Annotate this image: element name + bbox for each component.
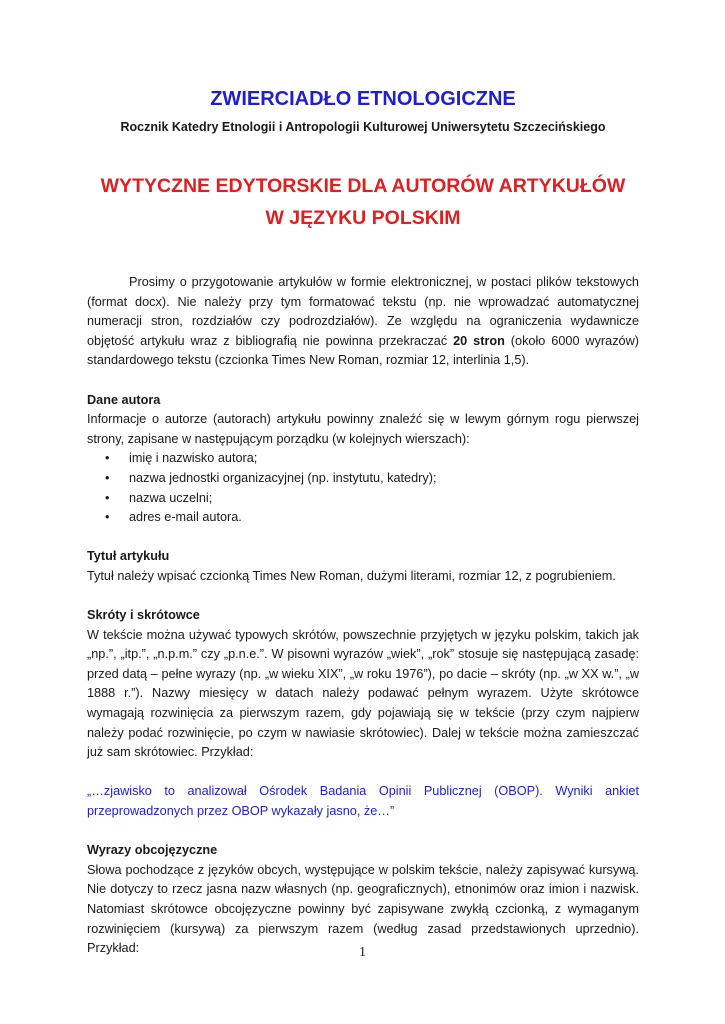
- list-item: • adres e-mail autora.: [105, 508, 639, 528]
- bullet-icon: •: [105, 490, 110, 505]
- section-heading-abbreviations: Skróty i skrótowce: [87, 608, 200, 623]
- document-title: [87, 170, 639, 234]
- document-title-line-1: WYTYCZNE EDYTORSKIE DLA AUTORÓW ARTYKUŁÓW: [100, 175, 626, 197]
- article-title-text: Tytuł należy wpisać czcionką Times New Roman, dużymi literami, rozmiar 12, z pogrubieniem.: [87, 568, 616, 583]
- abbreviations-text: W tekście można używać typowych skrótów, powszechnie przyjętych w języku polskim, takich jak „np.”, „itp.”, „n.p.m.” czy „p.n.e.”. W pisowni wyrazów „wiek”, „rok” stosuje się następującą zasadę: przed datą – pełne wyrazy (np. „w wieku XIX”, „w roku 1976”), po dacie – skróty (np. „w XX w.”, „w 1888 r.”). Nazwy miesięcy w datach należy podawać pełnym wyrazem. Użyte skrótowce wymagają rozwinięcia za pierwszym razem, gdy pojawiają się w tekście (przy czym najpierw należy podać rozwinięcie, po czym w nawiasie skrótowiec). Dalej w tekście można zamieszczać już sam skrótowiec. Przykład:: [87, 627, 639, 760]
- section-heading-article-title: Tytuł artykułu: [87, 549, 170, 564]
- abbreviations-example-quote: „…zjawisko to analizował Ośrodek Badania Opinii Publicznej (OBOP). Wyniki ankiet przeprowadzonych przez OBOP wykazały jasno, że…”: [87, 784, 639, 819]
- list-item: • nazwa uczelni;: [105, 489, 639, 509]
- journal-title: ZWIERCIADŁO ETNOLOGICZNE: [210, 88, 516, 110]
- document-page: [87, 86, 639, 959]
- bullet-icon: •: [105, 510, 110, 525]
- foreign-words-text: Słowa pochodzące z języków obcych, występujące w polskim tekście, należy zapisywać kursywą. Nie dotyczy to rzecz jasna nazw własnych (np. geograficznych), etnonimów oraz imion i nazwisk. Natomiast skrótowce obcojęzyczne powinny być zapisywane zwykłą czcionką, z wymaganym rozwinięciem (kursywą) za pierwszym razem (według zasad przedstawionych uprzednio). Przykład:: [87, 862, 639, 956]
- author-data-text: Informacje o autorze (autorach) artykułu powinny znaleźć się w lewym górnym rogu pierwszej strony, zapisane w następującym porządku (w kolejnych wierszach):: [87, 412, 639, 446]
- intro-paragraph: [87, 273, 639, 371]
- journal-subtitle: Rocznik Katedry Etnologii i Antropologii Kulturowej Uniwersytetu Szczecińskiego: [120, 120, 606, 134]
- page-number: 1: [359, 945, 366, 960]
- document-title-line-2: W JĘZYKU POLSKIM: [265, 207, 461, 229]
- section-heading-foreign-words: Wyrazy obcojęzyczne: [87, 843, 218, 858]
- intro-bold-pages: 20 stron: [453, 333, 505, 348]
- bullet-icon: •: [105, 451, 110, 466]
- list-item: • nazwa jednostki organizacyjnej (np. instytutu, katedry);: [105, 469, 639, 489]
- list-item: • imię i nazwisko autora;: [105, 449, 639, 469]
- intro-text-before: Prosimy o przygotowanie artykułów w formie elektronicznej, w postaci plików tekstowych (format docx). Nie należy przy tym formatować tekstu (np. nie wprowadzać automatycznej numeracji stron, rozdziałów czy podrozdziałów). Ze względu na ograniczenia wydawnicze objętość artykułu wraz z bibliografią nie powinna przekraczać: [87, 275, 639, 348]
- intro-text-after: (około 6000 wyrazów) standardowego tekstu (czcionka Times New Roman, rozmiar 12, interlinia 1,5).: [87, 333, 640, 368]
- section-heading-author-data: Dane autora: [87, 392, 161, 407]
- author-data-list: [87, 449, 639, 527]
- bullet-icon: •: [105, 470, 110, 485]
